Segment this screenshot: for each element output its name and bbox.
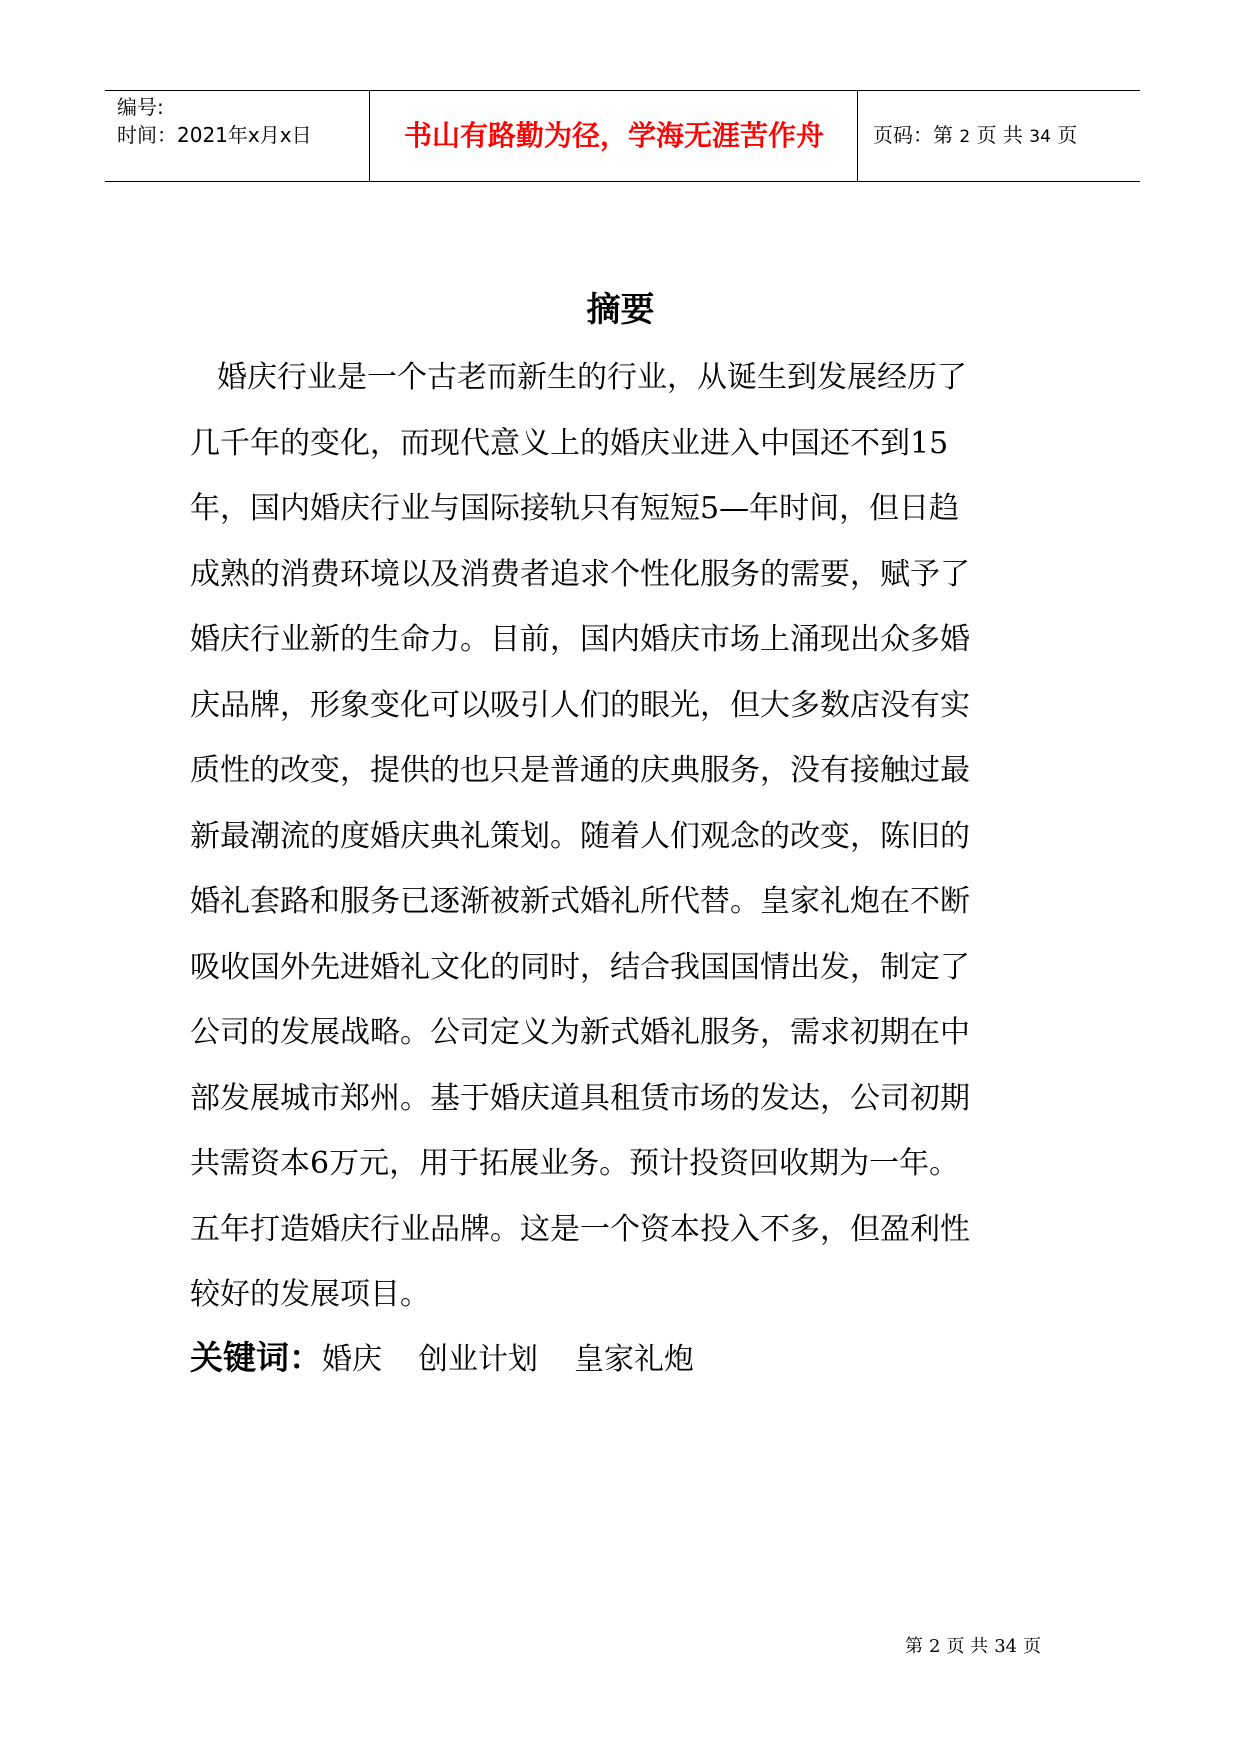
paragraph-line: 部发展城市郑州。基于婚庆道具租赁市场的发达，公司初期 [190, 1080, 970, 1116]
keywords-label: 关键词： [190, 1338, 322, 1377]
page-code-middle: 页 共 [976, 123, 1023, 147]
paragraph-line: 公司的发展战略。公司定义为新式婚礼服务，需求初期在中 [190, 1015, 970, 1050]
paragraph-line: 较好的发展项目。 [190, 1277, 430, 1312]
document-time-label: 时间：2021年x月x日 [117, 123, 312, 147]
keyword-item: 婚庆 [322, 1342, 382, 1377]
footer-suffix: 页 [1023, 1636, 1042, 1657]
paragraph-line: 五年打造婚庆行业品牌。这是一个资本投入不多，但盈利性 [190, 1211, 970, 1247]
paragraph-line: 质性的改变，提供的也只是普通的庆典服务，没有接触过最 [190, 753, 970, 788]
page-code-current: 2 [959, 127, 971, 147]
page-header [105, 90, 1140, 182]
abstract-paragraph [190, 345, 1090, 1328]
paragraph-line: 年，国内婚庆行业与国际接轨只有短短5—年时间，但日趋 [190, 491, 960, 526]
header-motto: 书山有路勤为径，学海无涯苦作舟 [403, 119, 824, 152]
paragraph-line: 庆品牌，形象变化可以吸引人们的眼光，但大多数店没有实 [190, 687, 970, 723]
page-code-prefix: 页码：第 [873, 123, 953, 147]
keywords-line [190, 1330, 730, 1386]
paragraph-line: 婚庆行业新的生命力。目前，国内婚庆市场上涌现出众多婚 [190, 622, 970, 657]
document-number-label: 编号: [117, 95, 164, 119]
footer-total-pages: 34 [994, 1636, 1018, 1657]
paragraph-line: 成熟的消费环境以及消费者追求个性化服务的需要，赋予了 [190, 556, 970, 592]
paragraph-line: 新最潮流的度婚庆典礼策划。随着人们观念的改变，陈旧的 [190, 818, 970, 854]
footer-prefix: 第 [905, 1636, 923, 1657]
paragraph-line: 几千年的变化，而现代意义上的婚庆业进入中国还不到15 [190, 425, 949, 461]
keyword-item: 创业计划 [418, 1342, 538, 1377]
page-code-total: 34 [1029, 127, 1051, 147]
header-divider-right [857, 91, 858, 181]
page-code-suffix: 页 [1057, 123, 1078, 147]
paragraph-line: 婚庆行业是一个古老而新生的行业，从诞生到发展经历了 [217, 360, 967, 395]
abstract-title: 摘要 [586, 290, 655, 330]
header-page-code [873, 91, 1077, 180]
footer-middle: 页 共 [946, 1636, 989, 1657]
header-meta [117, 93, 312, 149]
page-footer [905, 1634, 1047, 1660]
paragraph-line: 共需资本6万元，用于拓展业务。预计投资回收期为一年。 [190, 1146, 960, 1181]
keyword-item: 皇家礼炮 [574, 1342, 694, 1377]
footer-current-page: 2 [929, 1636, 941, 1657]
header-divider-left [369, 91, 370, 181]
paragraph-line: 婚礼套路和服务已逐渐被新式婚礼所代替。皇家礼炮在不断 [190, 884, 970, 919]
paragraph-line: 吸收国外先进婚礼文化的同时，结合我国国情出发，制定了 [190, 949, 970, 985]
